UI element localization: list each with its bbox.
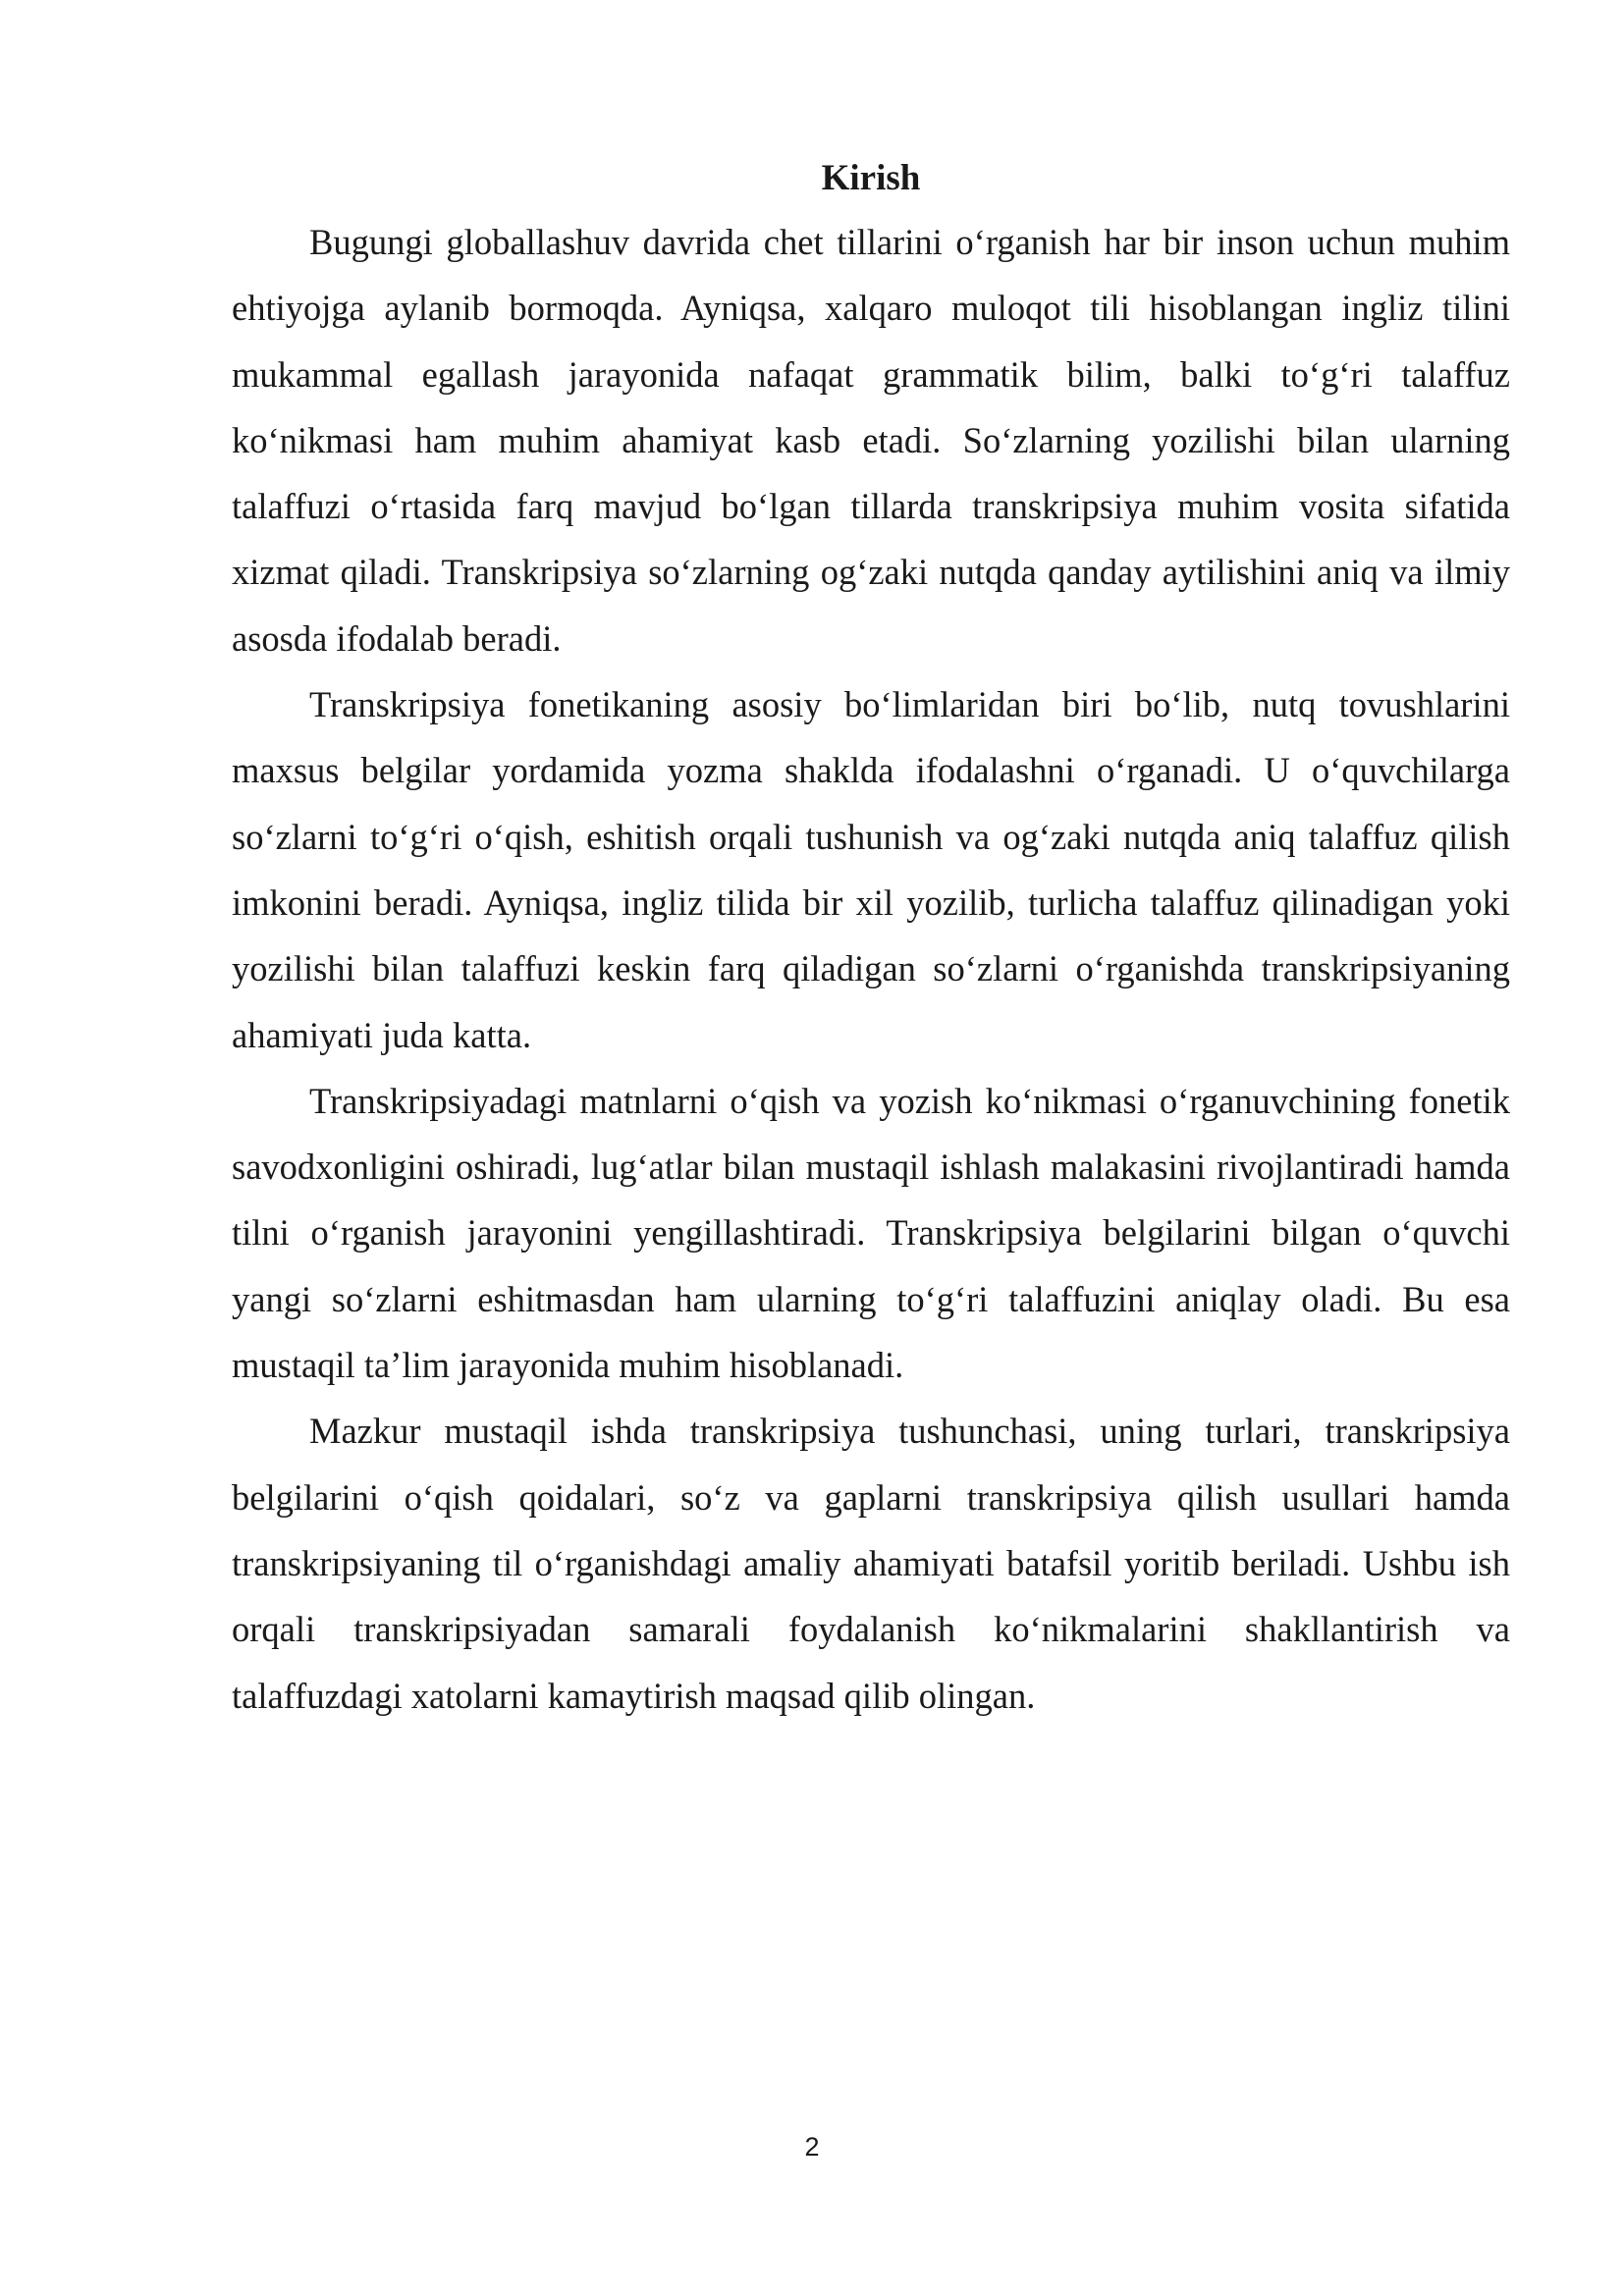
paragraph-4: Mazkur mustaqil ishda transkripsiya tushunchasi, uning turlari, transkripsiya belgilarini o‘qish qoidalari, so‘z va gaplarni transkripsiya qilish usullari hamda transkripsiyaning til o‘rganishdagi amaliy ahamiyati batafsil yoritib beriladi. Ushbu ish orqali transkripsiyadan samarali foydalanish ko‘nikmalarini shakllantirish va talaffuzdagi xatolarni kamaytirish maqsad qilib olingan. (232, 1411, 1510, 1716)
paragraph-3: Transkripsiyadagi matnlarni o‘qish va yozish ko‘nikmasi o‘rganuvchining fonetik savodxonligini oshiradi, lug‘atlar bilan mustaqil ishlash malakasini rivojlantiradi hamda tilni o‘rganish jarayonini yengillashtiradi. Transkripsiya belgilarini bilgan o‘quvchi yangi so‘zlarni eshitmasdan ham ularning to‘g‘ri talaffuzini aniqlay oladi. Bu esa mustaqil ta’lim jarayonida muhim hisoblanadi. (232, 1080, 1510, 1386)
page-body (232, 147, 1510, 1729)
paragraph-1: Bugungi globallashuv davrida chet tillarini o‘rganish har bir inson uchun muhim ehtiyojga aylanib bormoqda. Ayniqsa, xalqaro muloqot tili hisoblangan ingliz tilini mukammal egallash jarayonida nafaqat grammatik bilim, balki to‘g‘ri talaffuz ko‘nikmasi ham muhim ahamiyat kasb etadi. So‘zlarning yozilishi bilan ularning talaffuzi o‘rtasida farq mavjud bo‘lgan tillarda transkripsiya muhim vosita sifatida xizmat qiladi. Transkripsiya so‘zlarning og‘zaki nutqda qanday aytilishini aniq va ilmiy asosda ifodalab beradi. (232, 222, 1510, 659)
page-number: 2 (804, 2132, 820, 2162)
paragraph-2: Transkripsiya fonetikaning asosiy bo‘limlaridan biri bo‘lib, nutq tovushlarini maxsus belgilar yordamida yozma shaklda ifodalashni o‘rganadi. U o‘quvchilarga so‘zlarni to‘g‘ri o‘qish, eshitish orqali tushunish va og‘zaki nutqda aniq talaffuz qilish imkonini beradi. Ayniqsa, ingliz tilida bir xil yozilib, turlicha talaffuz qilinadigan yoki yozilishi bilan talaffuzi keskin farq qiladigan so‘zlarni o‘rganishda transkripsiyaning ahamiyati juda katta. (232, 684, 1510, 1055)
section-title: Kirish (821, 158, 921, 198)
